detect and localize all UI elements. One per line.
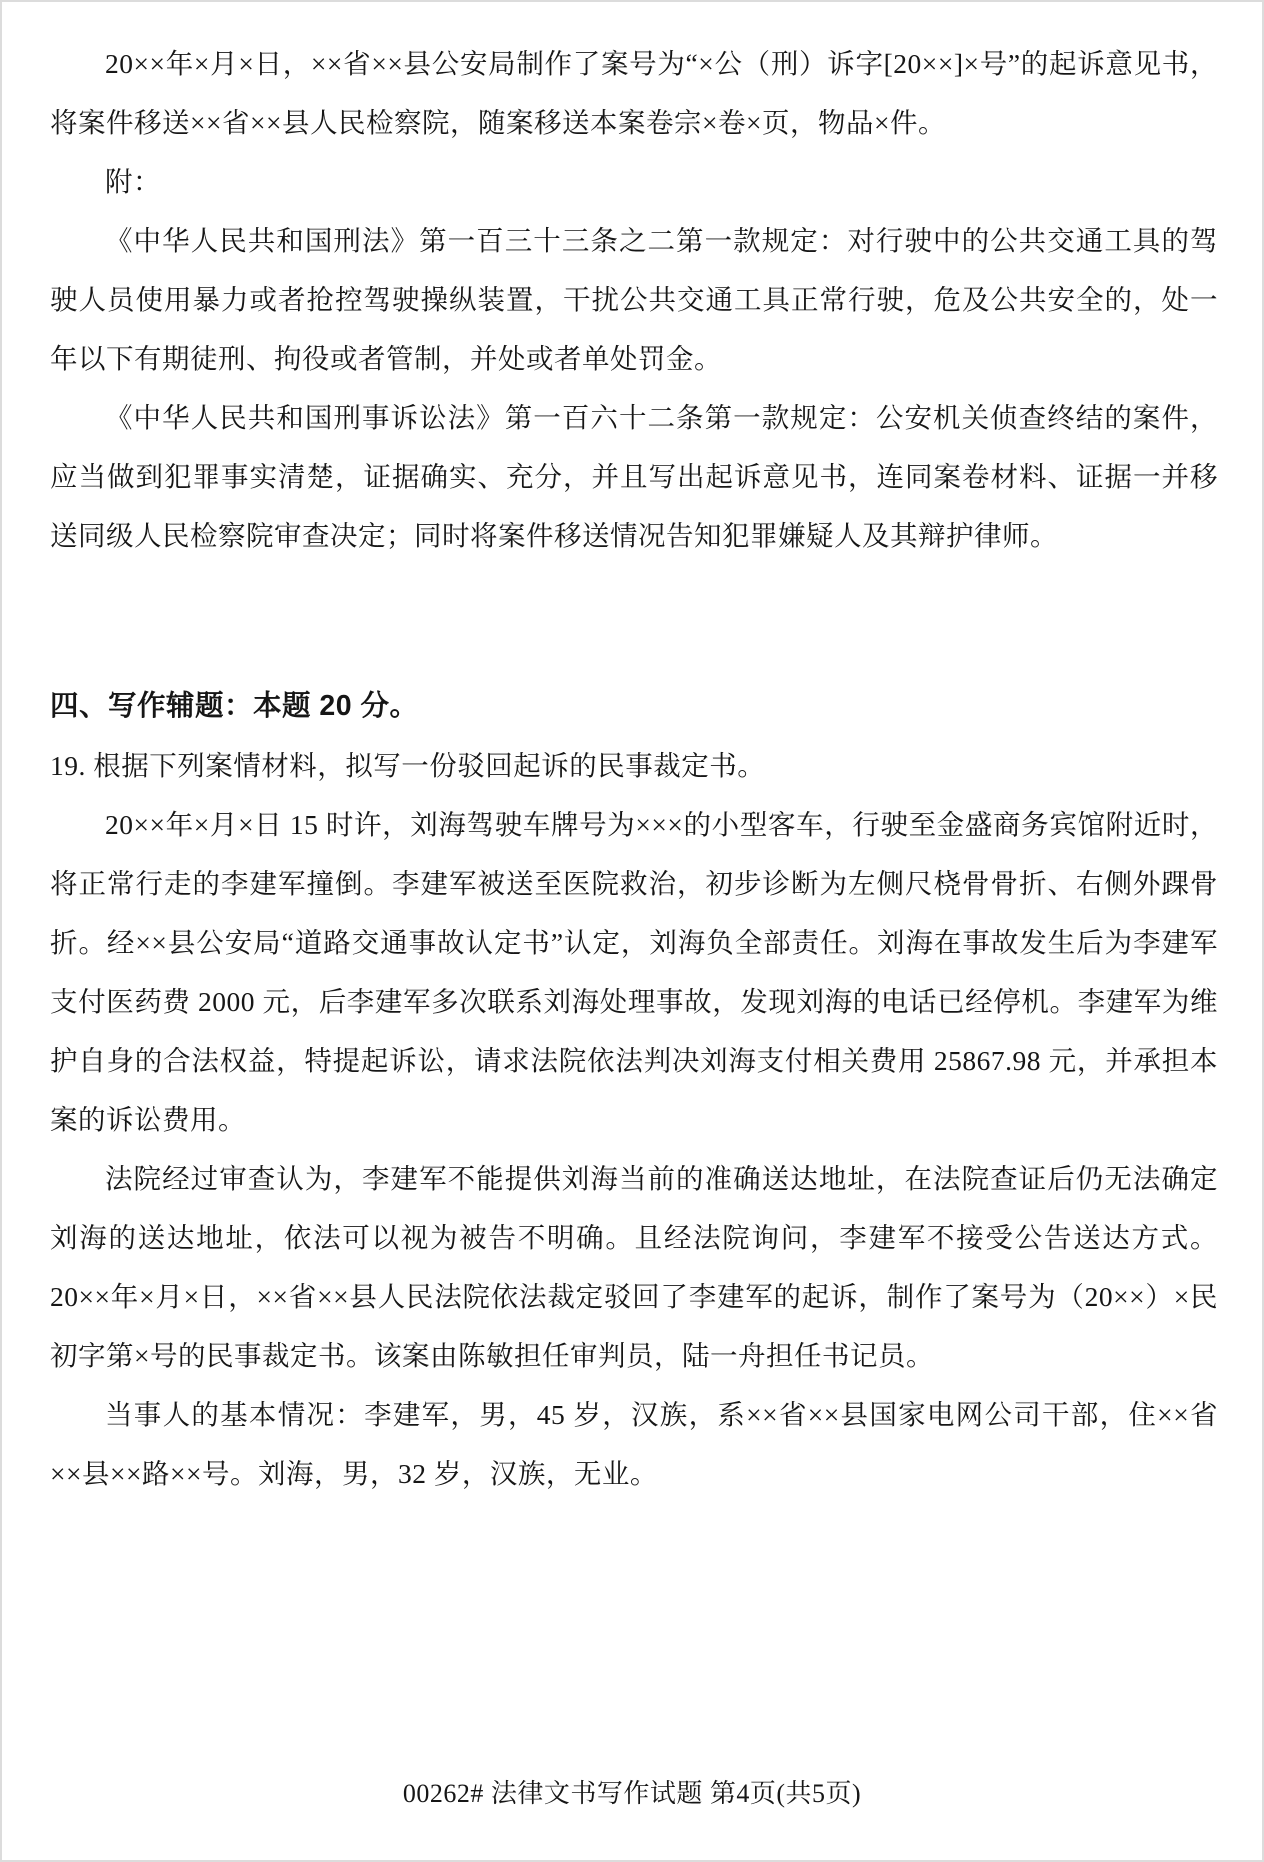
section-four-heading: 四、写作辅题：本题 20 分。: [50, 690, 419, 722]
question-19-prompt: 19. 根据下列案情材料，拟写一份驳回起诉的民事裁定书。: [50, 750, 766, 781]
court-review-paragraph: 法院经过审查认为，李建军不能提供刘海当前的准确送达地址，在法院查证后仍无法确定刘海的送达地址，依法可以视为被告不明确。且经法院询问，李建军不接受公告送达方式。20××年×月×日，××省××县人民法院依法裁定驳回了李建军的起诉，制作了案号为（20××）×民初字第×号的民事裁定书。该案由陈敏担任审判员，陆一舟担任书记员。: [50, 1163, 1218, 1371]
document-body: [50, 34, 1218, 1742]
criminal-procedure-law-paragraph: 《中华人民共和国刑事诉讼法》第一百六十二条第一款规定：公安机关侦查终结的案件，应当做到犯罪事实清楚，证据确实、充分，并且写出起诉意见书，连同案卷材料、证据一并移送同级人民检察院审查决定；同时将案件移送情况告知犯罪嫌疑人及其辩护律师。: [50, 402, 1218, 551]
parties-info-paragraph: 当事人的基本情况：李建军，男，45 岁，汉族，系××省××县国家电网公司干部，住××省××县××路××号。刘海，男，32 岁，汉族，无业。: [50, 1399, 1218, 1489]
intro-paragraph-indictment-opinion: 20××年×月×日，××省××县公安局制作了案号为“×公（刑）诉字[20××]×号”的起诉意见书，将案件移送××省××县人民检察院，随案移送本案卷宗×卷×页，物品×件。: [50, 48, 1218, 138]
criminal-law-provision-paragraph: 《中华人民共和国刑法》第一百三十三条之二第一款规定：对行驶中的公共交通工具的驾驶人员使用暴力或者抢控驾驶操纵装置，干扰公共交通工具正常行驶，危及公共安全的，处一年以下有期徒刑、拘役或者管制，并处或者单处罚金。: [50, 225, 1218, 374]
attachment-label: 附：: [105, 166, 161, 197]
page-footer: 00262# 法律文书写作试题 第4页(共5页): [402, 1779, 862, 1808]
case-facts-paragraph: 20××年×月×日 15 时许，刘海驾驶车牌号为×××的小型客车，行驶至金盛商务宾馆附近时，将正常行走的李建军撞倒。李建军被送至医院救治，初步诊断为左侧尺桡骨骨折、右侧外踝骨折。经××县公安局“道路交通事故认定书”认定，刘海负全部责任。刘海在事故发生后为李建军支付医药费 2000 元，后李建军多次联系刘海处理事故，发现刘海的电话已经停机。李建军为维护自身的合法权益，特提起诉讼，请求法院依法判决刘海支付相关费用 25867.98 元，并承担本案的诉讼费用。: [50, 809, 1218, 1135]
